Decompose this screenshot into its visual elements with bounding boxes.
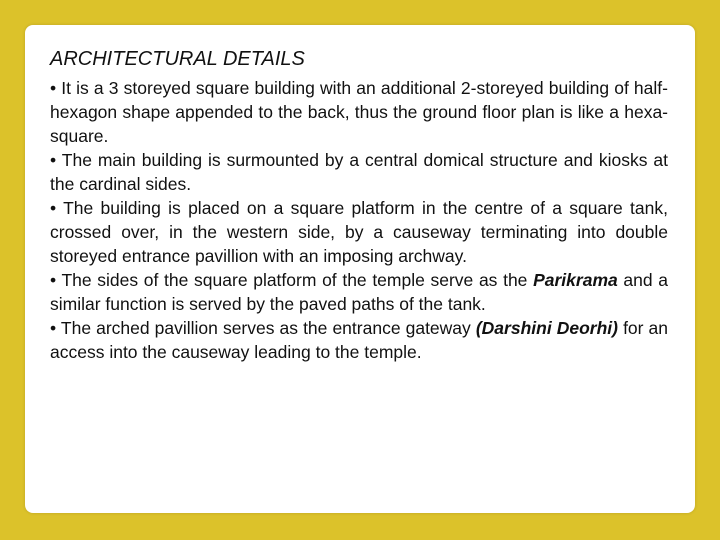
bullet-emphasis: Parikrama bbox=[533, 270, 618, 290]
bullet-text: The arched pavillion serves as the entrance gateway bbox=[60, 318, 471, 338]
bullet-text: It is a 3 storeyed square building with an additional 2-storeyed building of half-hexagon shape appended to the back, thus the ground floor plan is like a hexa-square. bbox=[50, 78, 668, 146]
bullet-1 bbox=[50, 76, 668, 148]
bullet-marker: • bbox=[50, 318, 57, 338]
bullet-text: and a similar function is served by the paved paths of the tank. bbox=[50, 270, 669, 314]
bullet-3 bbox=[50, 196, 668, 268]
bullet-marker: • bbox=[50, 270, 57, 290]
bullet-2 bbox=[50, 148, 668, 196]
bullet-text: The building is placed on a square platform in the centre of a square tank, crossed over, in the western side, by a causeway terminating into double storeyed entrance pavillion with an imposing archway. bbox=[50, 198, 668, 266]
bullet-4 bbox=[50, 268, 668, 316]
bullet-marker: • bbox=[50, 150, 57, 170]
bullet-5 bbox=[50, 316, 668, 364]
slide-content bbox=[50, 46, 668, 364]
bullet-text: for an access into the causeway leading to the temple. bbox=[50, 318, 669, 362]
bullet-emphasis: (Darshini Deorhi) bbox=[475, 318, 618, 338]
slide-card bbox=[25, 25, 695, 513]
bullet-marker: • bbox=[50, 198, 57, 218]
slide-title: ARCHITECTURAL DETAILS bbox=[50, 48, 305, 70]
bullet-text: The main building is surmounted by a central domical structure and kiosks at the cardinal sides. bbox=[50, 150, 669, 194]
bullet-marker: • bbox=[50, 78, 57, 98]
bullet-text: The sides of the square platform of the temple serve as the bbox=[61, 270, 528, 290]
